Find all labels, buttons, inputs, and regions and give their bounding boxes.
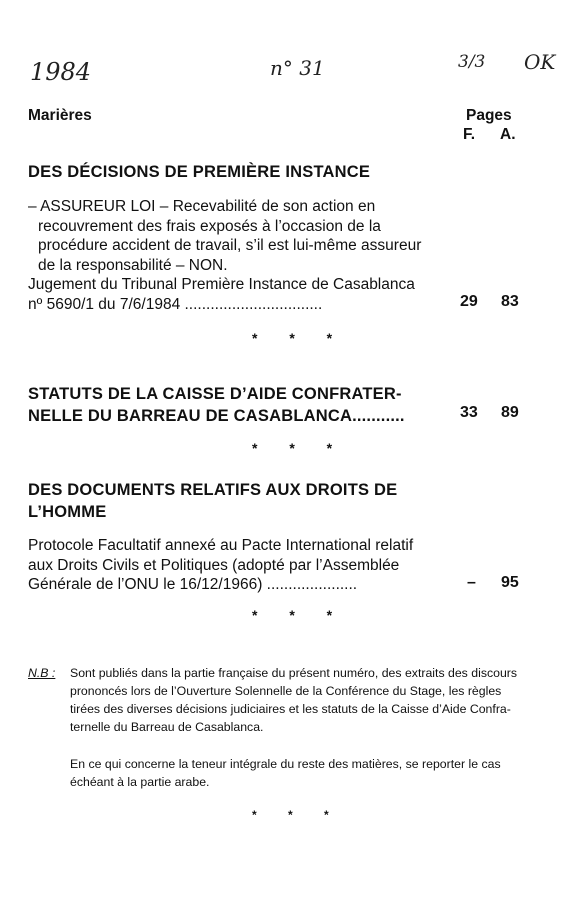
note-line: prononcés lors de l’Ouverture Solennelle de la Conférence du Stage, les règles (70, 684, 502, 698)
section1-page-a: 83 (501, 293, 519, 310)
section1-line: recouvrement des frais exposés à l’occasion de la (38, 217, 381, 235)
separator-stars: * * * (252, 440, 347, 456)
separator-stars: * * * (252, 330, 347, 346)
handwritten-number: n° 31 (270, 56, 325, 80)
section2-heading (28, 383, 405, 427)
section1-line: nº 5690/1 du 7/6/1984 ................................ (28, 295, 323, 313)
note-line: En ce qui concerne la teneur intégrale du reste des matières, se reporter le cas (70, 757, 501, 771)
section3-entry (28, 536, 458, 595)
handwritten-ok: OK (524, 50, 556, 74)
note-line: tirées des diverses décisions judiciaires et les statuts de la Caisse d’Aide Confra- (70, 702, 511, 716)
section1-line: procédure accident de travail, s’il est lui-même assureur (38, 237, 422, 254)
note-label: N.B : (28, 666, 56, 680)
separator-stars: * * * (252, 607, 347, 623)
note-paragraph-2 (70, 755, 501, 791)
note-line: ternelle du Barreau de Casablanca. (70, 720, 264, 734)
section1-line: de la responsabilité – NON. (38, 256, 228, 274)
section3-line: Générale de l’ONU le 16/12/1966) ..................... (28, 576, 358, 593)
handwritten-year: 1984 (30, 58, 92, 86)
handwritten-fraction: 3/3 (458, 52, 486, 72)
note-paragraph-1 (70, 664, 517, 736)
section3-heading (28, 479, 397, 523)
column-a-label: A. (500, 126, 516, 143)
section2-page-a: 89 (501, 404, 519, 421)
separator-stars: * * * (252, 808, 343, 822)
note-line: échéant à la partie arabe. (70, 775, 210, 789)
section3-page-f: – (467, 574, 476, 591)
section3-heading-line: DES DOCUMENTS RELATIFS AUX DROITS DE (28, 481, 398, 499)
section2-line: NELLE DU BARREAU DE CASABLANCA........... (28, 407, 405, 425)
section1-line: Jugement du Tribunal Première Instance de Casablanca (28, 276, 415, 293)
section3-page-a: 95 (501, 574, 519, 591)
section1-page-f: 29 (460, 293, 478, 310)
matieres-label: Marières (28, 107, 92, 124)
section3-line: Protocole Facultatif annexé au Pacte International relatif (28, 537, 414, 554)
section2-line: STATUTS DE LA CAISSE D’AIDE CONFRATER- (28, 385, 402, 403)
section1-line: – ASSUREUR LOI – Recevabilité de son action en (28, 198, 376, 215)
section1-entry (28, 197, 448, 314)
column-f-label: F. (463, 126, 476, 143)
note-line: Sont publiés dans la partie française du présent numéro, des extraits des discours (70, 666, 518, 680)
section3-heading-line: L’HOMME (28, 503, 107, 521)
section2-page-f: 33 (460, 404, 478, 421)
pages-label: Pages (466, 107, 512, 124)
section1-heading: DES DÉCISIONS DE PREMIÈRE INSTANCE (28, 163, 371, 181)
section3-line: aux Droits Civils et Politiques (adopté par l’Assemblée (28, 556, 400, 574)
